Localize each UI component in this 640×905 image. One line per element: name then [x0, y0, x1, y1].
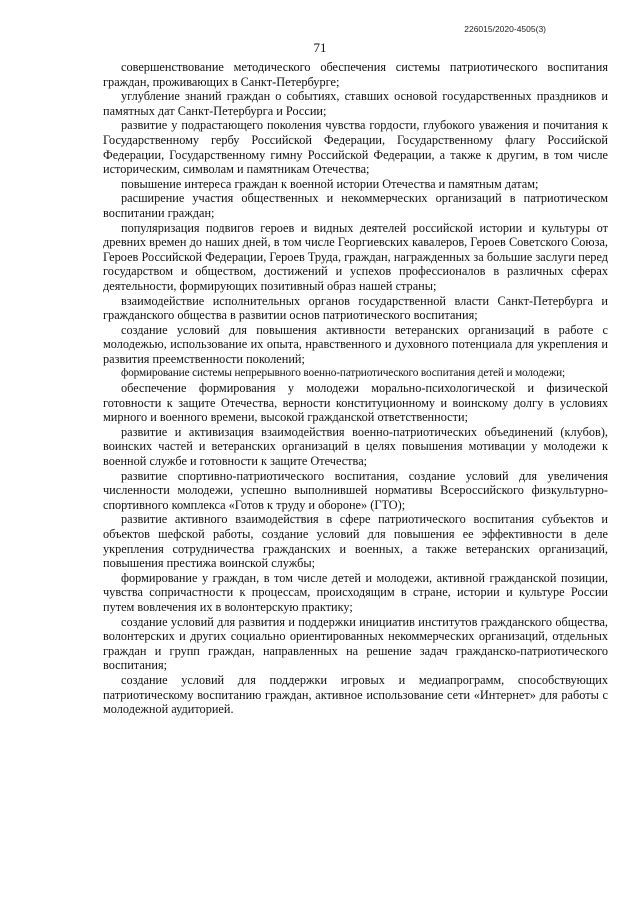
- paragraph: повышение интереса граждан к военной истории Отечества и памятным датам;: [121, 176, 539, 191]
- paragraph: развитие спортивно-патриотического воспитания, создание условий для увеличения численности молодежи, успешно выполнившей нормативы Всероссийского физкультурно-спортивного комплекса «Готов к труду и обороне» (ГТО);: [103, 468, 608, 512]
- paragraph: формирование системы непрерывного военно-патриотического воспитания детей и молодежи;: [121, 367, 566, 380]
- paragraph: создание условий для повышения активности ветеранских организаций в работе с молодежью, использование их опыта, нравственного и духовного потенциала для укрепления и развития преемственности поколений;: [103, 322, 608, 366]
- paragraph: взаимодействие исполнительных органов государственной власти Санкт-Петербурга и гражданского общества в развитии основ патриотического воспитания;: [103, 293, 608, 323]
- paragraph: расширение участия общественных и некоммерческих организаций в патриотическом воспитании граждан;: [103, 191, 608, 220]
- document-body: [103, 60, 608, 717]
- paragraph: развитие у подрастающего поколения чувства гордости, глубокого уважения и почитания к Государственному гербу Российской Федерации, Государственному флагу Российской Федерации, Государственному гимну Российской Федерации, а также к другим, в том числе историческим, символам и памятникам Отечества;: [103, 118, 608, 177]
- document-id: 226015/2020-4505(3): [464, 24, 546, 34]
- paragraph: развитие активного взаимодействия в сфере патриотического воспитания субъектов и объектов шефской работы, создание условий для повышения ее эффективности в деле укрепления сотрудничества гражданских и военных, а также ветеранских организаций, повышения престижа воинской службы;: [103, 512, 608, 571]
- paragraph: создание условий для поддержки игровых и медиапрограмм, способствующих патриотическому воспитанию граждан, активное использование сети «Интернет» для работы с молодежной аудиторией.: [103, 672, 608, 717]
- paragraph: развитие и активизация взаимодействия военно-патриотических объединений (клубов), воинских частей и ветеранских организаций в целях повышения мотивации у молодежи к военной службе и готовности к защите Отечества;: [103, 424, 608, 469]
- page-number: 71: [313, 40, 327, 55]
- paragraph: совершенствование методического обеспечения системы патриотического воспитания граждан, проживающих в Санкт-Петербурге;: [103, 60, 608, 89]
- paragraph: обеспечение формирования у молодежи морально-психологической и физической готовности к защите Отечества, верности конституционному и воинскому долгу в условиях мирного и военного времени, высокой гражданской ответственности;: [103, 381, 608, 425]
- paragraph: формирование у граждан, в том числе детей и молодежи, активной гражданской позиции, чувства сопричастности к процессам, происходящим в стране, истории и культуре России путем вовлечения их в волонтерскую практику;: [103, 570, 608, 614]
- paragraph: создание условий для развития и поддержки инициатив институтов гражданского общества, волонтерских и других социально ориентированных некоммерческих организаций, отдельных граждан и групп граждан, направленных на решение задач гражданско-патриотического воспитания;: [103, 614, 608, 673]
- paragraph: углубление знаний граждан о событиях, ставших основой государственных праздников и памятных дат Санкт-Петербурга и России;: [103, 89, 608, 118]
- paragraph: популяризация подвигов героев и видных деятелей российской истории и культуры от древних времен до наших дней, в том числе Георгиевских кавалеров, Героев Советского Союза, Героев Российской Федерации, Героев Труда, граждан, награжденных за большие заслуги перед государством и обществом, достижений и успехов профессионалов в различных сферах деятельности, формирующих позитивный образ нашей страны;: [103, 220, 608, 293]
